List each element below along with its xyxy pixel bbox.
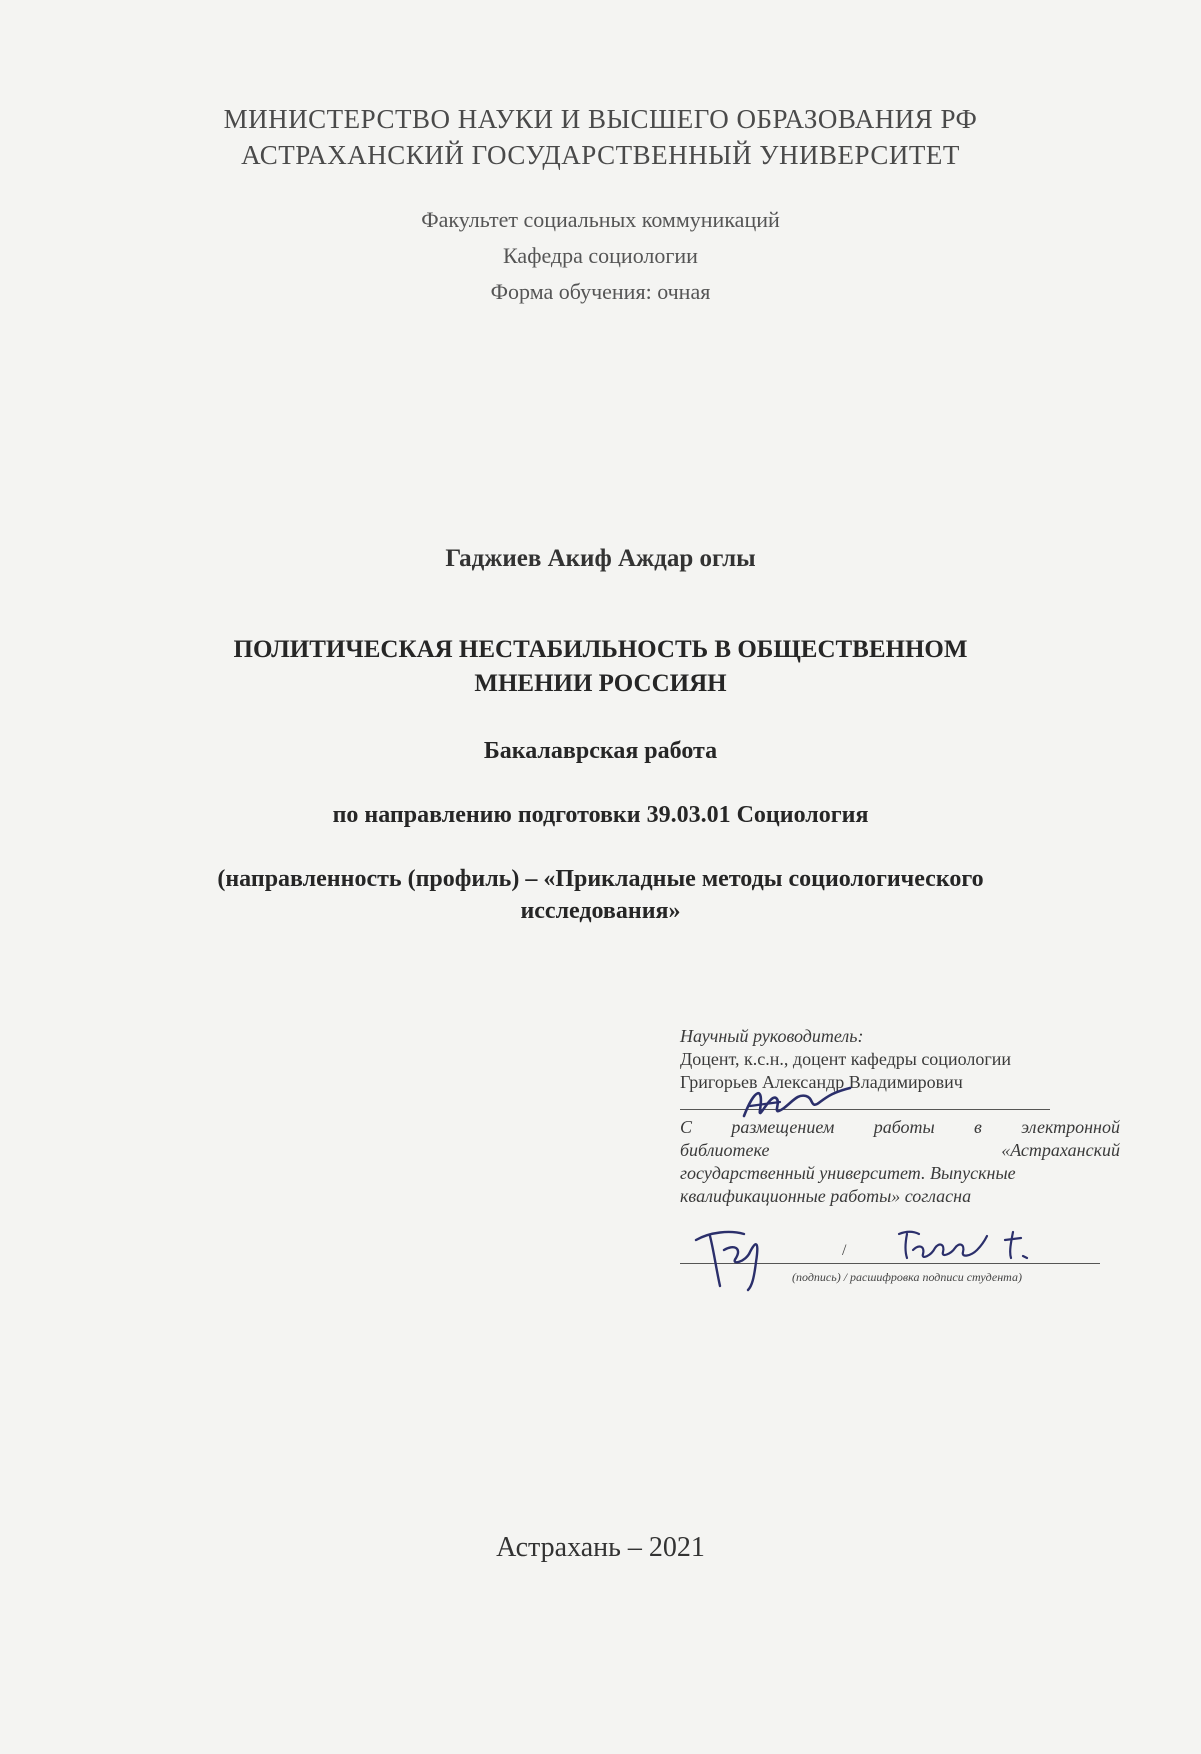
supervisor-name: Григорьев Александр Владимирович <box>680 1072 963 1092</box>
consent-line1: С размещением работы в электронной <box>680 1117 1120 1137</box>
supervisor-position: Доцент, к.с.н., доцент кафедры социологии <box>680 1049 1011 1069</box>
study-form: Форма обучения: очная <box>490 279 711 304</box>
profile-line1: (направленность (профиль) – «Прикладные методы социологического <box>217 866 984 892</box>
signature-separator: / <box>842 1242 847 1259</box>
work-type: Бакалаврская работа <box>483 738 718 764</box>
student-signature <box>690 1222 800 1292</box>
ministry-heading: МИНИСТЕРСТВО НАУКИ И ВЫСШЕГО ОБРАЗОВАНИЯ РФ <box>223 104 978 134</box>
consent-line3: государственный университет. Выпускные <box>680 1163 1016 1183</box>
supervisor-label: Научный руководитель: <box>680 1026 864 1046</box>
consent-line2: библиотеке «Астраханский <box>680 1140 1120 1160</box>
study-direction: по направлению подготовки 39.03.01 Социология <box>332 802 869 828</box>
profile-line2: исследования» <box>520 898 681 924</box>
city-year: Астрахань – 2021 <box>496 1532 705 1563</box>
consent-block <box>680 1116 1120 1208</box>
supervisor-signature-line <box>680 1109 1050 1110</box>
university-heading: АСТРАХАНСКИЙ ГОСУДАРСТВЕННЫЙ УНИВЕРСИТЕТ <box>241 140 960 170</box>
faculty-name: Факультет социальных коммуникаций <box>421 207 780 232</box>
signature-caption: (подпись) / расшифровка подписи студента) <box>792 1270 1022 1284</box>
author-name: Гаджиев Акиф Аждар оглы <box>445 545 756 572</box>
thesis-title-line1: ПОЛИТИЧЕСКАЯ НЕСТАБИЛЬНОСТЬ В ОБЩЕСТВЕННОМ <box>233 636 968 663</box>
consent-line4: квалификационные работы» согласна <box>680 1186 972 1206</box>
student-name-handwritten <box>895 1226 1045 1266</box>
thesis-title-line2: МНЕНИИ РОССИЯН <box>474 670 727 697</box>
department-name: Кафедра социологии <box>503 243 698 268</box>
